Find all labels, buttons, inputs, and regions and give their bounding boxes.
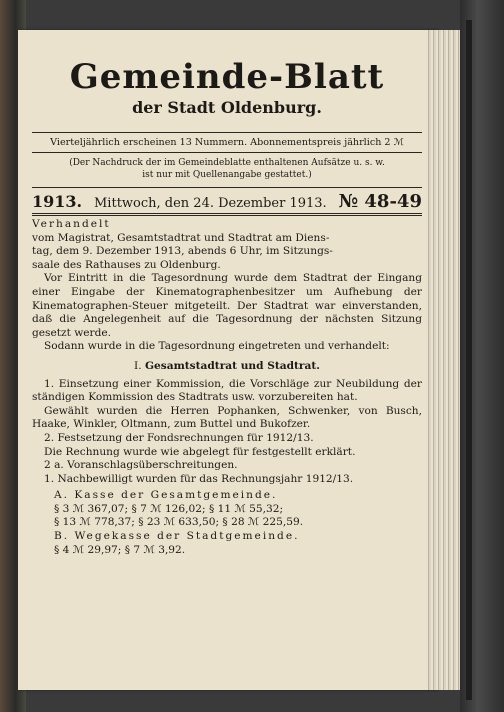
page-edges <box>426 30 460 690</box>
double-divider <box>32 213 422 216</box>
agenda-item: 2 a. Voranschlagsüberschreitungen. <box>44 459 238 472</box>
fund-a-line-1: § 3 ℳ 367,07; § 7 ℳ 126,02; § 11 ℳ 55,32; <box>54 502 284 515</box>
agenda-item-detail: Gewählt wurden die Herren Pophanken, Schwenker, von Busch, Haake, Winkler, Oltmann, zum Buttel und Bukofzer. <box>32 404 422 431</box>
section-heading <box>32 360 422 374</box>
issue-number: № 48-49 <box>338 191 422 212</box>
masthead-subtitle: der Stadt Oldenburg. <box>132 98 322 117</box>
agenda-item: 1. Einsetzung einer Kommission, die Vorschläge zur Neubildung der ständigen Kommission des Stadtrats usw. vorzubereiten hat. <box>32 377 422 404</box>
cover-edge <box>466 20 472 700</box>
fund-heading-b: B. Wegekasse der Stadtgemeinde. <box>54 530 300 543</box>
intro-line-1: vom Magistrat, Gesamtstadtrat und Stadtrat am Diens- <box>32 231 330 244</box>
intro-line-3: saale des Rathauses zu Oldenburg. <box>32 258 221 271</box>
issue-year: 1913. <box>32 192 83 211</box>
fund-heading-a: A. Kasse der Gesamtgemeinde. <box>54 489 278 502</box>
reprint-notice-line-2: ist nur mit Quellenangabe gestattet.) <box>142 170 312 180</box>
paragraph: Sodann wurde in die Tagesordnung eingetreten und verhandelt: <box>44 340 390 353</box>
reprint-notice <box>32 153 422 187</box>
issue-date: Mittwoch, den 24. Dezember 1913. <box>94 196 327 211</box>
fund-b-line-1: § 4 ℳ 29,97; § 7 ℳ 3,92. <box>54 543 186 556</box>
agenda-item-detail: Die Rechnung wurde wie abgelegt für festgestellt erklärt. <box>44 445 356 458</box>
page-content <box>32 30 422 557</box>
section-number: I. <box>134 359 142 372</box>
section-title: Gesamtstadtrat und Stadtrat. <box>144 359 320 372</box>
article-heading: Verhandelt <box>32 218 111 230</box>
issue-dateline <box>32 188 422 213</box>
masthead-title: Gemeinde-Blatt <box>69 57 385 97</box>
article-body <box>32 218 422 557</box>
reprint-notice-line-1: (Der Nachdruck der im Gemeindeblatte enthaltenen Aufsätze u. s. w. <box>69 158 385 168</box>
agenda-item-detail: 1. Nachbewilligt wurden für das Rechnungsjahr 1912/13. <box>44 472 354 485</box>
intro-line-2: tag, dem 9. Dezember 1913, abends 6 Uhr, im Sitzungs- <box>32 245 333 258</box>
paragraph: Vor Eintritt in die Tagesordnung wurde dem Stadtrat der Eingang einer Eingabe der Kinematographenbesitzer um Aufhebung der Kinematographen-Steuer mitgeteilt. Der Stadtrat war einverstanden, daß die Angelegenheit auf die Tagesordnung der nächsten Sitzung gesetzt werde. <box>32 272 422 339</box>
fund-a-line-2: § 13 ℳ 778,37; § 23 ℳ 633,50; § 28 ℳ 225,59. <box>54 516 304 529</box>
agenda-item: 2. Festsetzung der Fondsrechnungen für 1912/13. <box>44 431 314 444</box>
subscription-info: Vierteljährlich erscheinen 13 Nummern. Abonnementspreis jährlich 2 ℳ <box>50 137 404 148</box>
